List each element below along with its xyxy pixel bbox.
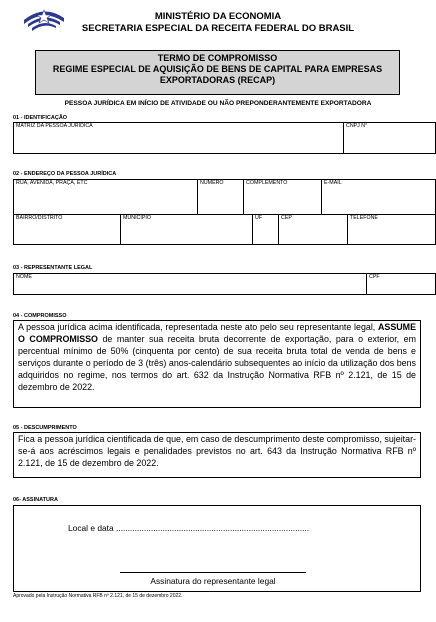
form-subtitle: PESSOA JURÍDICA EM INÍCIO DE ATIVIDADE OU NÃO PREPONDERANTEMENTE EXPORTADORA [64,100,372,107]
uf-field[interactable] [252,214,279,245]
approval-footnote: Aprovado pela Instrução Normativa RFB nº 2.121, de 15 de dezembro 2022. [13,593,183,599]
form-title-box [35,50,400,95]
section-representante: 03 - REPRESENTANTE LEGAL [13,265,93,271]
form-title-line3: EXPORTADORAS (RECAP) [159,75,276,85]
cep-label: CEP [281,215,292,221]
local-data-field[interactable]: Local e data ................................................................................... [68,523,310,533]
section-assinatura: 06- ASSINATURA [13,497,58,503]
municipio-label: MUNICÍPIO [123,215,151,221]
telefone-field[interactable] [347,214,436,245]
email-field[interactable] [321,179,436,215]
signature-label: Assinatura do representante legal [150,576,276,586]
cpf-label: CPF [369,274,380,280]
rua-field[interactable] [13,179,198,215]
numero-label: NÚMERO [200,180,224,186]
rua-label: RUA, AVENIDA, PRAÇA, ETC [16,180,88,186]
cnpj-field[interactable] [343,122,436,154]
section-endereco: 02 - ENDEREÇO DA PESSOA JURÍDICA [13,171,117,177]
cep-field[interactable] [278,214,348,245]
cnpj-label: CNPJ N° [346,123,368,129]
secretariat-name: SECRETARIA ESPECIAL DA RECEITA FEDERAL DO BRASIL [81,23,355,34]
section-compromisso: 04 - COMPROMISSO [13,313,67,319]
complemento-label: COMPLEMENTO [246,180,288,186]
numero-field[interactable] [197,179,244,215]
section-identificacao: 01 - IDENTIFICAÇÃO [13,115,68,121]
municipio-field[interactable] [120,214,253,245]
complemento-field[interactable] [243,179,322,215]
compromisso-text-end: de manter sua receita bruta decorrente de exportação, para o exterior, em percentual mínimo de 50% (cinquenta por cento) de sua receita bruta total de venda de bens e serviços durante o período de 3 (três) anos-calendário subsequentes ao início da utilização dos bens adquiridos no regime, nos termos do art. 632 da Instrução Normativa RFB nº 2.121, de 15 de dezembro de 2022. [18,333,416,392]
form-title-line1: TERMO DE COMPROMISSO [157,53,278,63]
section-descumprimento: 05 - DESCUMPRIMENTO [13,425,77,431]
compromisso-text-box [13,320,421,408]
nome-field[interactable] [13,273,367,295]
email-label: E-MAIL [324,180,342,186]
uf-label: UF [255,215,263,221]
form-title-line2: REGIME ESPECIAL DE AQUISIÇÃO DE BENS DE CAPITAL PARA EMPRESAS [52,64,383,74]
matriz-field[interactable] [13,122,344,154]
compromisso-text-start: A pessoa jurídica acima identificada, representada neste ato pelo seu representante legal, [18,322,379,332]
bairro-label: BAIRRO/DISTRITO [16,215,63,221]
cpf-field[interactable] [366,273,436,295]
telefone-label: TELEFONE [350,215,378,221]
matriz-label: MATRIZ DA PESSOA JURÍDICA [16,123,93,129]
compromisso-emphasis: ASSUME O COMPROMISSO [18,322,416,344]
descumprimento-text: Fica a pessoa jurídica cientificada de que, em caso de descumprimento deste compromisso, sujeitar-se-á aos acréscimos legais e penalidades previstos no art. 643 da Instrução Normativa RFB nº 2.121, de 15 de dezembro de 2022. [18,434,416,468]
nome-label: NOME [16,274,32,280]
bairro-field[interactable] [13,214,121,245]
descumprimento-text-box [13,432,421,478]
ministry-name: MINISTÉRIO DA ECONOMIA [154,11,282,22]
signature-line[interactable] [120,572,306,573]
